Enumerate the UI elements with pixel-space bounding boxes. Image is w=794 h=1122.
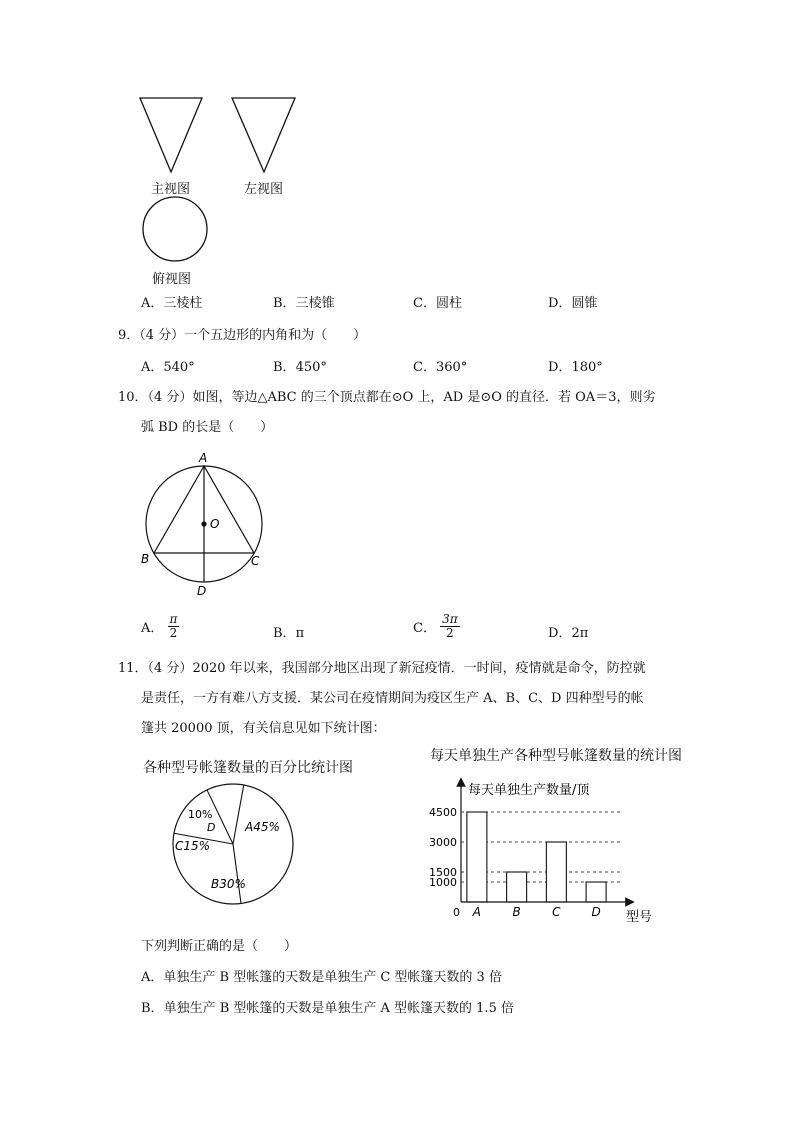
q8-option-a[interactable]: A．三棱柱: [141, 296, 203, 311]
x-tick-b: B: [512, 905, 521, 919]
front-view-label: 主视图: [151, 182, 191, 197]
q8-option-c[interactable]: C．圆柱: [413, 296, 462, 311]
side-view-triangle: [232, 98, 295, 172]
q8-top-view: [138, 196, 212, 264]
top-view-circle: [143, 197, 207, 261]
y-tick-3000: 3000: [429, 836, 457, 849]
x-tick-d: D: [591, 905, 601, 919]
x-tick-a: A: [472, 905, 481, 919]
label-o: O: [210, 517, 220, 531]
bar-b: [507, 872, 527, 902]
pie-slice-boundary-b: [233, 844, 241, 903]
y-tick-4500: 4500: [429, 806, 457, 819]
q10-option-c[interactable]: C． $\frac{3\pi}{2}$: [413, 612, 458, 641]
bar-c: [546, 842, 566, 902]
q11-stem-line1: 11．（4 分）2020 年以来，我国部分地区出现了新冠疫情．一时间，疫情就是命令，防控就: [118, 661, 646, 676]
bar-a: [467, 812, 487, 902]
pie-label-b: B30%: [211, 877, 246, 891]
q9-option-a[interactable]: A．540°: [141, 360, 195, 375]
label-a: A: [199, 451, 208, 465]
q9-option-c[interactable]: C．360°: [413, 360, 468, 375]
q11-stem-line3: 篷共 20000 顶，有关信息见如下统计图：: [141, 721, 386, 736]
front-view-triangle: [140, 98, 202, 172]
q10-stem-line2: 弧 BD 的长是（ ）: [141, 420, 274, 435]
q8-option-b[interactable]: B．三棱锥: [273, 296, 335, 311]
q9-option-d[interactable]: D．180°: [548, 360, 603, 375]
x-tick-c: C: [552, 905, 561, 919]
q10-circle-figure: [135, 448, 275, 600]
q11-option-b[interactable]: B．单独生产 B 型帐篷的天数是单独生产 A 型帐篷天数的 1.5 倍: [141, 1001, 514, 1016]
q10-option-d[interactable]: D．2π: [548, 626, 589, 641]
pie-chart: [165, 776, 305, 916]
q10-option-b[interactable]: B．π: [273, 626, 305, 641]
bar-d: [586, 882, 606, 902]
label-c: C: [251, 554, 260, 568]
label-d: D: [197, 584, 207, 598]
center-point: [201, 521, 206, 526]
pie-slice-boundary-a: [233, 785, 244, 844]
bar-chart: [420, 774, 660, 926]
q11-option-a[interactable]: A．单独生产 B 型帐篷的天数是单独生产 C 型帐篷天数的 3 倍: [141, 970, 502, 985]
q11-stem-line2: 是责任，一方有难八方支援．某公司在疫情期间为疫区生产 A、B、C、D 四种型号的帐: [141, 691, 644, 706]
x-axis-label: 型号: [626, 910, 653, 925]
pie-label-d-percent: 10%: [188, 808, 213, 821]
bar-chart-title: 每天单独生产各种型号帐篷数量的统计图: [430, 748, 682, 764]
y-tick-1500: 1500: [429, 866, 457, 879]
pie-label-c: C15%: [175, 839, 211, 853]
q10-option-a[interactable]: A． $\frac{\pi}{2}$: [141, 612, 178, 641]
pie-chart-title: 各种型号帐篷数量的百分比统计图: [143, 760, 353, 776]
q9-option-b[interactable]: B．450°: [273, 360, 327, 375]
y-axis-label: 每天单独生产数量/顶: [468, 783, 590, 798]
origin-label: 0: [453, 906, 460, 919]
q11-question: 下列判断正确的是（ ）: [141, 939, 298, 954]
q10-stem-line1: 10．（4 分）如图，等边△ABC 的三个顶点都在⊙O 上，AD 是⊙O 的直径．若 OA＝3，则劣: [118, 390, 656, 405]
q8-front-side-views: [130, 92, 300, 192]
top-view-label: 俯视图: [152, 272, 192, 287]
label-b: B: [141, 552, 150, 566]
q9-stem: 9．（4 分）一个五边形的内角和为（ ）: [118, 328, 367, 343]
y-tick-1000: 1000: [429, 876, 457, 889]
q8-option-d[interactable]: D．圆锥: [548, 296, 598, 311]
pie-label-d-letter: D: [207, 821, 216, 834]
pie-label-a: A45%: [245, 820, 280, 834]
side-view-label: 左视图: [244, 182, 284, 197]
